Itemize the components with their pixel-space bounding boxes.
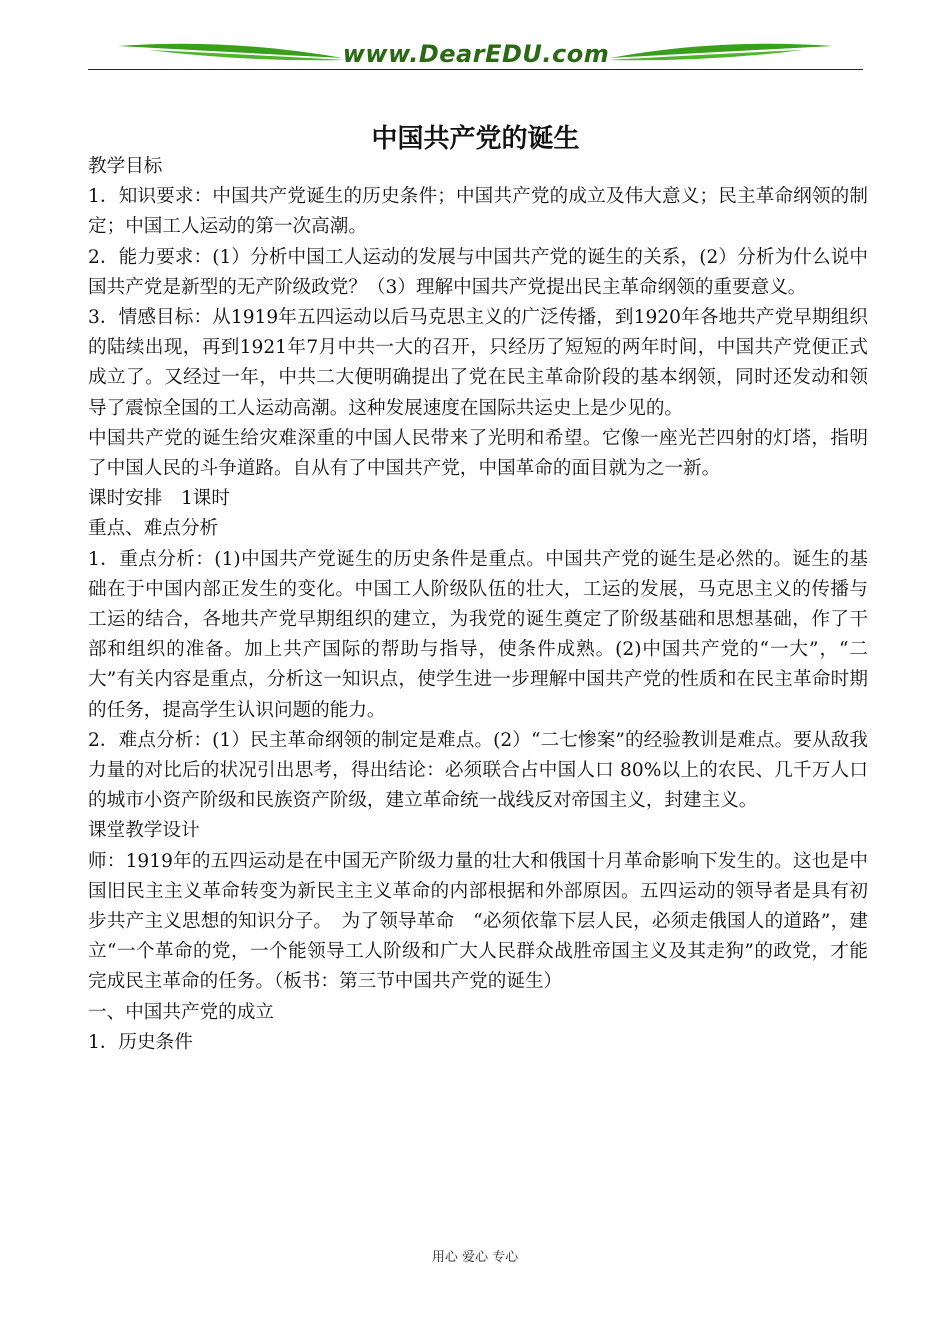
paragraph: 课堂教学设计 — [88, 820, 200, 842]
paragraph: 重点、难点分析 — [88, 518, 219, 540]
paragraph: 1．历史条件 — [88, 1031, 193, 1053]
paragraph: 师：1919年的五四运动是在中国无产阶级力量的壮大和俄国十月革命影响下发生的。这也是中国旧民主主义革命转变为新民主主义革命的内部根据和外部原因。五四运动的领导者是具有初步共产主义思想的知识分子。 为了领导革命 “必须依靠下层人民，必须走俄国人的道路”，建立“一个革命的党，一个能领导工人阶级和广大人民群众战胜帝国主义及其走狗”的政党，才能完成民主革命的任务。（板书：第三节中国共产党的诞生） — [88, 850, 868, 993]
header-divider — [88, 69, 863, 70]
site-logo: www.DearEDU.com — [342, 40, 610, 68]
paragraph: 课时安排 1课时 — [88, 488, 230, 510]
document-body — [88, 152, 868, 1058]
paragraph: 3．情感目标：从1919年五四运动以后马克思主义的广泛传播，到1920年各地共产党早期组织的陆续出现，再到1921年7月中共一大的召开，只经历了短短的两年时间，中国共产党便正式成立了。又经过一年，中共二大便明确提出了党在民主革命阶段的基本纲领，同时还发动和领导了震惊全国的工人运动高潮。这种发展速度在国际共运史上是少见的。 — [88, 307, 868, 419]
document-title: 中国共产党的诞生 — [371, 124, 580, 154]
paragraph: 2．难点分析：(1）民主革命纲领的制定是难点。(2）“二七惨案”的经验教训是难点。要从敌我力量的对比后的状况引出思考，得出结论：必须联合占中国人口 80%以上的农民、几千万人口的城市小资产阶级和民族资产阶级，建立革命统一战线反对帝国主义，封建主义。 — [88, 729, 868, 812]
page-footer: 用心 爱心 专心 — [431, 1250, 519, 1265]
paragraph: 教学目标 — [88, 156, 163, 177]
paragraph: 中国共产党的诞生给灾难深重的中国人民带来了光明和希望。它像一座光芒四射的灯塔，指明了中国人民的斗争道路。自从有了中国共产党，中国革命的面目就为之一新。 — [88, 427, 868, 480]
paragraph: 2．能力要求：(1）分析中国工人运动的发展与中国共产党的诞生的关系，(2）分析为什么说中国共产党是新型的无产阶级政党？（3）理解中国共产党提出民主革命纲领的重要意义。 — [88, 246, 868, 298]
paragraph: 1．重点分析：(1)中国共产党诞生的历史条件是重点。中国共产党的诞生是必然的。诞生的基础在于中国内部正发生的变化。中国工人阶级队伍的壮大，工运的发展，马克思主义的传播与工运的结合，各地共产党早期组织的建立，为我党的诞生奠定了阶级基础和思想基础，作了干部和组织的准备。加上共产国际的帮助与指导，使条件成熟。(2)中国共产党的“一大”，“二大”有关内容是重点，分析这一知识点，使学生进一步理解中国共产党的性质和在民主革命时期的任务，提高学生认识问题的能力。 — [88, 548, 868, 721]
paragraph: 1．知识要求：中国共产党诞生的历史条件；中国共产党的成立及伟大意义；民主革命纲领的制定；中国工人运动的第一次高潮。 — [88, 186, 868, 238]
paragraph: 一、中国共产党的成立 — [88, 1001, 274, 1023]
